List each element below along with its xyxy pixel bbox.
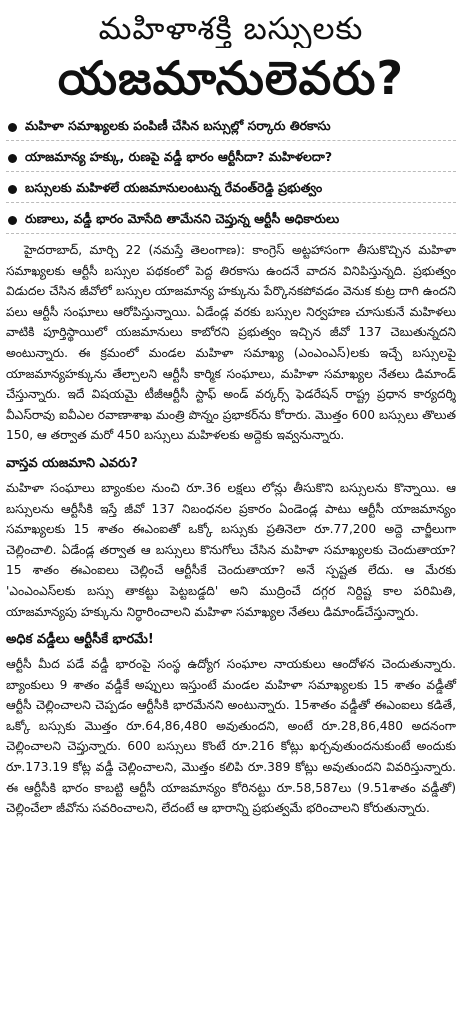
bullet-item (6, 145, 456, 172)
bullet-item (6, 114, 456, 141)
headline-line1: మహిళాశక్తి బస్సులకు (98, 11, 364, 47)
bullet-dot-icon (8, 154, 17, 163)
article-page (0, 10, 462, 1026)
bullet-list (6, 114, 456, 234)
bullet-item (6, 176, 456, 203)
bullet-dot-icon (8, 185, 17, 194)
bullet-text: బస్సులకు మహిళలే యజమానులంటున్న రేవంత్‌రెడ్డి ప్రభుత్వం (25, 179, 323, 195)
bullet-text: రుణాలు, వడ్డీ భారం మోసేది తామేనని చెప్తున్న ఆర్టీసీ అధికారులు (25, 210, 340, 226)
intro-paragraph: హైదరాబాద్, మార్చి 22 (నమస్తే తెలంగాణ): కాంగ్రెస్ అట్టహాసంగా తీసుకొచ్చిన మహిళా సమాఖ్యలకు ఆర్టీసీ బస్సుల పథకంలో పెద్ద తిరకాసు ఉందనే వాదన వినిపిస్తున్నది. ప్రభుత్వం విడుదల చేసిన జీవోలో బస్సుల యాజమాన్య హక్కును పేర్కొనకపోవడం వెనుక కుట్ర దాగి ఉందని పలు ఆర్టీసీ సంఘాలు ఆరోపిస్తున్నాయి. ఏడేండ్ల వరకు బస్సుల నిర్వహణ చూసుకునే మహిళలు వాటికి పూర్తిస్థాయిలో యజమానులు కాబోరని ప్రభుత్వం ఇచ్చిన జీవో 137 చెబుతున్నదని అంటున్నారు. ఈ క్రమంలో మండల మహిళా సమాఖ్య (ఎంఎంఎస్)లకు ఇచ్చే బస్సులపై యాజమాన్యహక్కును తేల్చాలని ఆర్టీసీ కార్మిక సంఘాలు, మహిళా సమాఖ్యల నేతలు డిమాండ్ చేస్తున్నారు. ఇదే విషయమై టీజీఆర్టీసీ స్టాఫ్ అండ్ వర్కర్స్ ఫెడరేషన్ రాష్ట్ర ప్రధాన కార్యదర్శి వీఎస్‌రావు ఐవీఎల రవాణాశాఖ మంత్రి పొన్నం ప్రభాకర్‌ను కోరారు. మొత్తం 600 బస్సులు తొలుత 150, ఆ తర్వాత మరో 450 బస్సులు మహిళలకు అద్దెకు ఇవ్వనున్నారు. (6, 243, 456, 443)
section2-heading: అధిక వడ్డీలు ఆర్టీసీకే భారమే! (6, 632, 154, 648)
bullet-dot-icon (8, 123, 17, 132)
section2-paragraph: ఆర్టీసీ మీద పడే వడ్డీ భారంపై సంస్థ ఉద్యోగ సంఘాల నాయకులు ఆందోళన చెందుతున్నారు. బ్యాంకులు 9 శాతం వడ్డీకే అప్పులు ఇస్తుంటే మండల మహిళా సమాఖ్యలకు 15 శాతం వడ్డీతో ఆర్టీసీ చెల్లించాలని చెప్పడం ఆర్టీసీకి భారమేనని అంటున్నారు. 15శాతం వడ్డీతో ఈఎంఐలు కడితే, ఒక్కో బస్సుకు మొత్తం రూ.64,86,480 అవుతుందని, అంటే రూ.28,86,480 అదనంగా చెల్లించాలని చెప్తున్నారు. 600 బస్సులు కొంటే రూ.216 కోట్లు ఖర్చవుతుందనుకుంటే అందుకు రూ.173.19 కోట్ల వడ్డీ చెల్లించాలని, మొత్తం కలిపి రూ.389 కోట్లు అవుతుందని వివరిస్తున్నారు. ఈ ఆర్టీసీకి భారం కాబట్టి ఆర్టీసీ యాజమాన్యం కోరినట్టు రూ.58,587లు (9.51శాతం వడ్డీతో) చెల్లించేలా జీవోను సవరించాలని, లేదంటే ఆ భారాన్ని ప్రభుత్వమే భరించాలని కోరుతున్నారు. (6, 657, 456, 816)
section1-heading: వాస్తవ యజమాని ఎవరు? (6, 455, 138, 471)
bullet-text: మహిళా సమాఖ్యలకు పంపిణీ చేసిన బస్సుల్లో సర్కారు తిరకాసు (25, 117, 331, 133)
section2-block (6, 654, 456, 819)
headline-line2: యజమానులెవరు? (57, 51, 405, 105)
bullet-item (6, 207, 456, 234)
section1-paragraph: మహిళా సంఘాలు బ్యాంకుల నుంచి రూ.36 లక్షలు లోన్లు తీసుకొని బస్సులను కొన్నాయి. ఆ బస్సులను ఆర్టీసీకి ఇస్తే జీవో 137 నిబంధనల ప్రకారం ఏండెండ్ల పాటు ఆర్టీసీ యాజమాన్యం సమాఖ్యలకు 15 శాతం ఈఎంఐతో ఒక్కో బస్సుకు ప్రతినెలా రూ.77,200 అద్దె చార్జీలుగా చెల్లించాలి. ఏడేండ్ల తర్వాత ఆ బస్సులు కొనుగోలు చేసిన మహిళా సమాఖ్యలకు చెందుతాయా? 15 శాతం ఈఎంఐలు చెల్లించే ఆర్టీసీకే చెందుతాయా? అనే స్పష్టత లేదు. ఆ మేరకు 'ఎంఎంఎస్‌లకు బస్సు తాకట్టు పెట్టబడ్డది' అని ముద్రించే దగ్గర నిర్దిష్ట కాల పరిమితి, యాజమాన్యపు హక్కును నిర్ధారించాలని మహిళా సమాఖ్యల నేతలు డిమాండ్‌చేస్తున్నారు. (6, 480, 456, 619)
bullet-dot-icon (8, 216, 17, 225)
intro-paragraph-block (6, 240, 456, 446)
bullet-text: యాజమాన్య హక్కు, రుణపై వడ్డీ భారం ఆర్టీసీదా? మహిళలదా? (25, 148, 333, 164)
section1-block (6, 478, 456, 622)
